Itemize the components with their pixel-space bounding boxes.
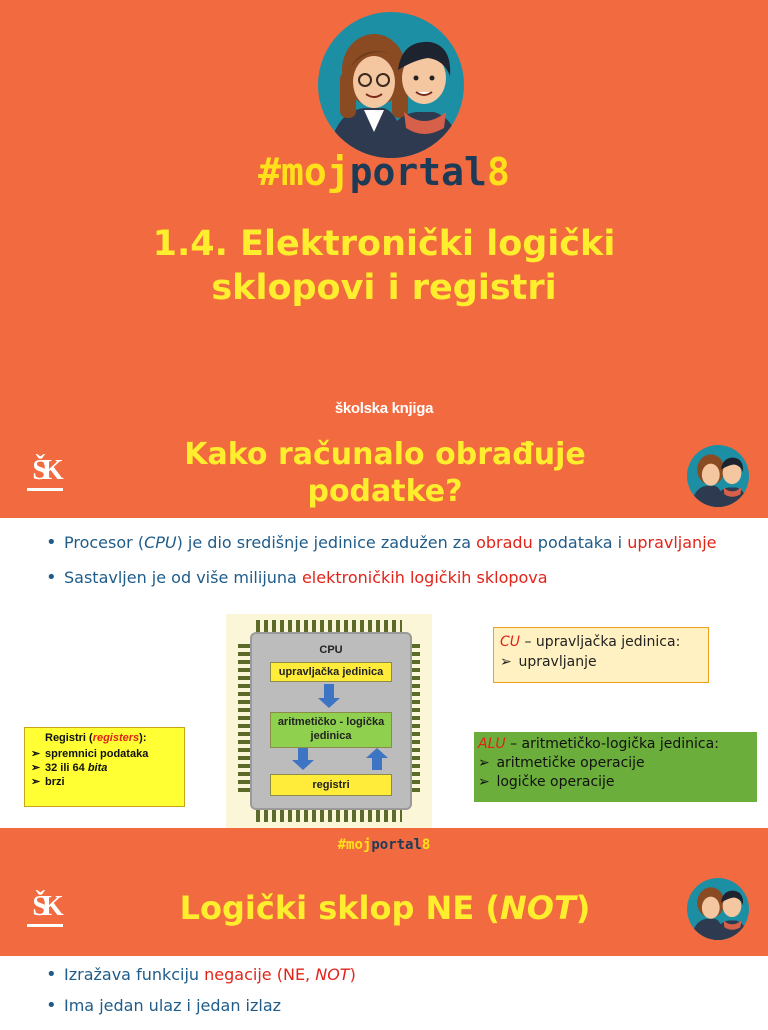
alu-block: aritmetičko - logička jedinica: [270, 712, 392, 748]
hashtag-part: portal: [349, 150, 487, 194]
slide-footer: [0, 828, 768, 862]
hashtag-part: #moj: [258, 150, 350, 194]
registers-block: registri: [270, 774, 392, 796]
arrow-bullet-icon: ➢: [31, 762, 41, 774]
arrow-bullet-icon: ➢: [478, 755, 490, 771]
hashtag-part: 8: [486, 150, 510, 194]
logo-text: ŠK: [32, 455, 58, 486]
footer-hashtag: #mojportal8: [337, 837, 431, 853]
alu-callout: ALU – aritmetičko-logička jedinica: ➢ aritmetičke operacije ➢ logičke operacije: [474, 732, 757, 802]
control-unit-block: upravljačka jedinica: [270, 662, 392, 682]
registers-callout: Registri (registers): ➢ spremnici podataka ➢ 32 ili 64 bita ➢ brzi: [24, 727, 185, 807]
list-item: • Sastavljen je od više milijuna elektroničkih logičkih sklopova: [44, 567, 724, 588]
list-item: • Procesor (CPU) je dio središnje jedinice zadužen za obradu podataka i upravljanje: [44, 532, 724, 553]
title-slide: [0, 0, 768, 432]
students-avatar-icon: [687, 445, 749, 507]
list-item: • Ima jedan ulaz i jedan izlaz: [44, 995, 724, 1016]
slide-header: [0, 862, 768, 956]
hashtag-title: [0, 150, 768, 194]
cpu-label: CPU: [319, 644, 343, 656]
cu-callout: CU – upravljačka jedinica: ➢ upravljanje: [493, 627, 709, 683]
cpu-chip: [250, 632, 412, 810]
logo-text: ŠK: [32, 891, 58, 922]
arrow-bullet-icon: ➢: [31, 776, 41, 788]
arrow-bullet-icon: ➢: [500, 654, 512, 670]
cpu-diagram: [226, 614, 432, 828]
sk-logo-icon: [26, 892, 64, 930]
slide-title: Kako računalo obrađuje podatke?: [184, 437, 586, 509]
students-avatar-icon: [318, 12, 464, 158]
arrow-bullet-icon: ➢: [31, 748, 41, 760]
sk-logo-icon: [26, 456, 64, 494]
arrow-bullet-icon: ➢: [478, 774, 490, 790]
list-item: • Izražava funkciju negacije (NE, NOT): [44, 964, 724, 985]
slide-title: Logički sklop NE (NOT): [179, 889, 591, 927]
slide-header: [0, 432, 768, 518]
bullet-list: [44, 964, 724, 1030]
students-avatar-icon: [687, 878, 749, 940]
publisher-logo: školska knjiga: [334, 400, 434, 417]
slide-title: 1.4. Elektronički logički sklopovi i registri: [152, 224, 616, 308]
bullet-list: [44, 532, 724, 602]
